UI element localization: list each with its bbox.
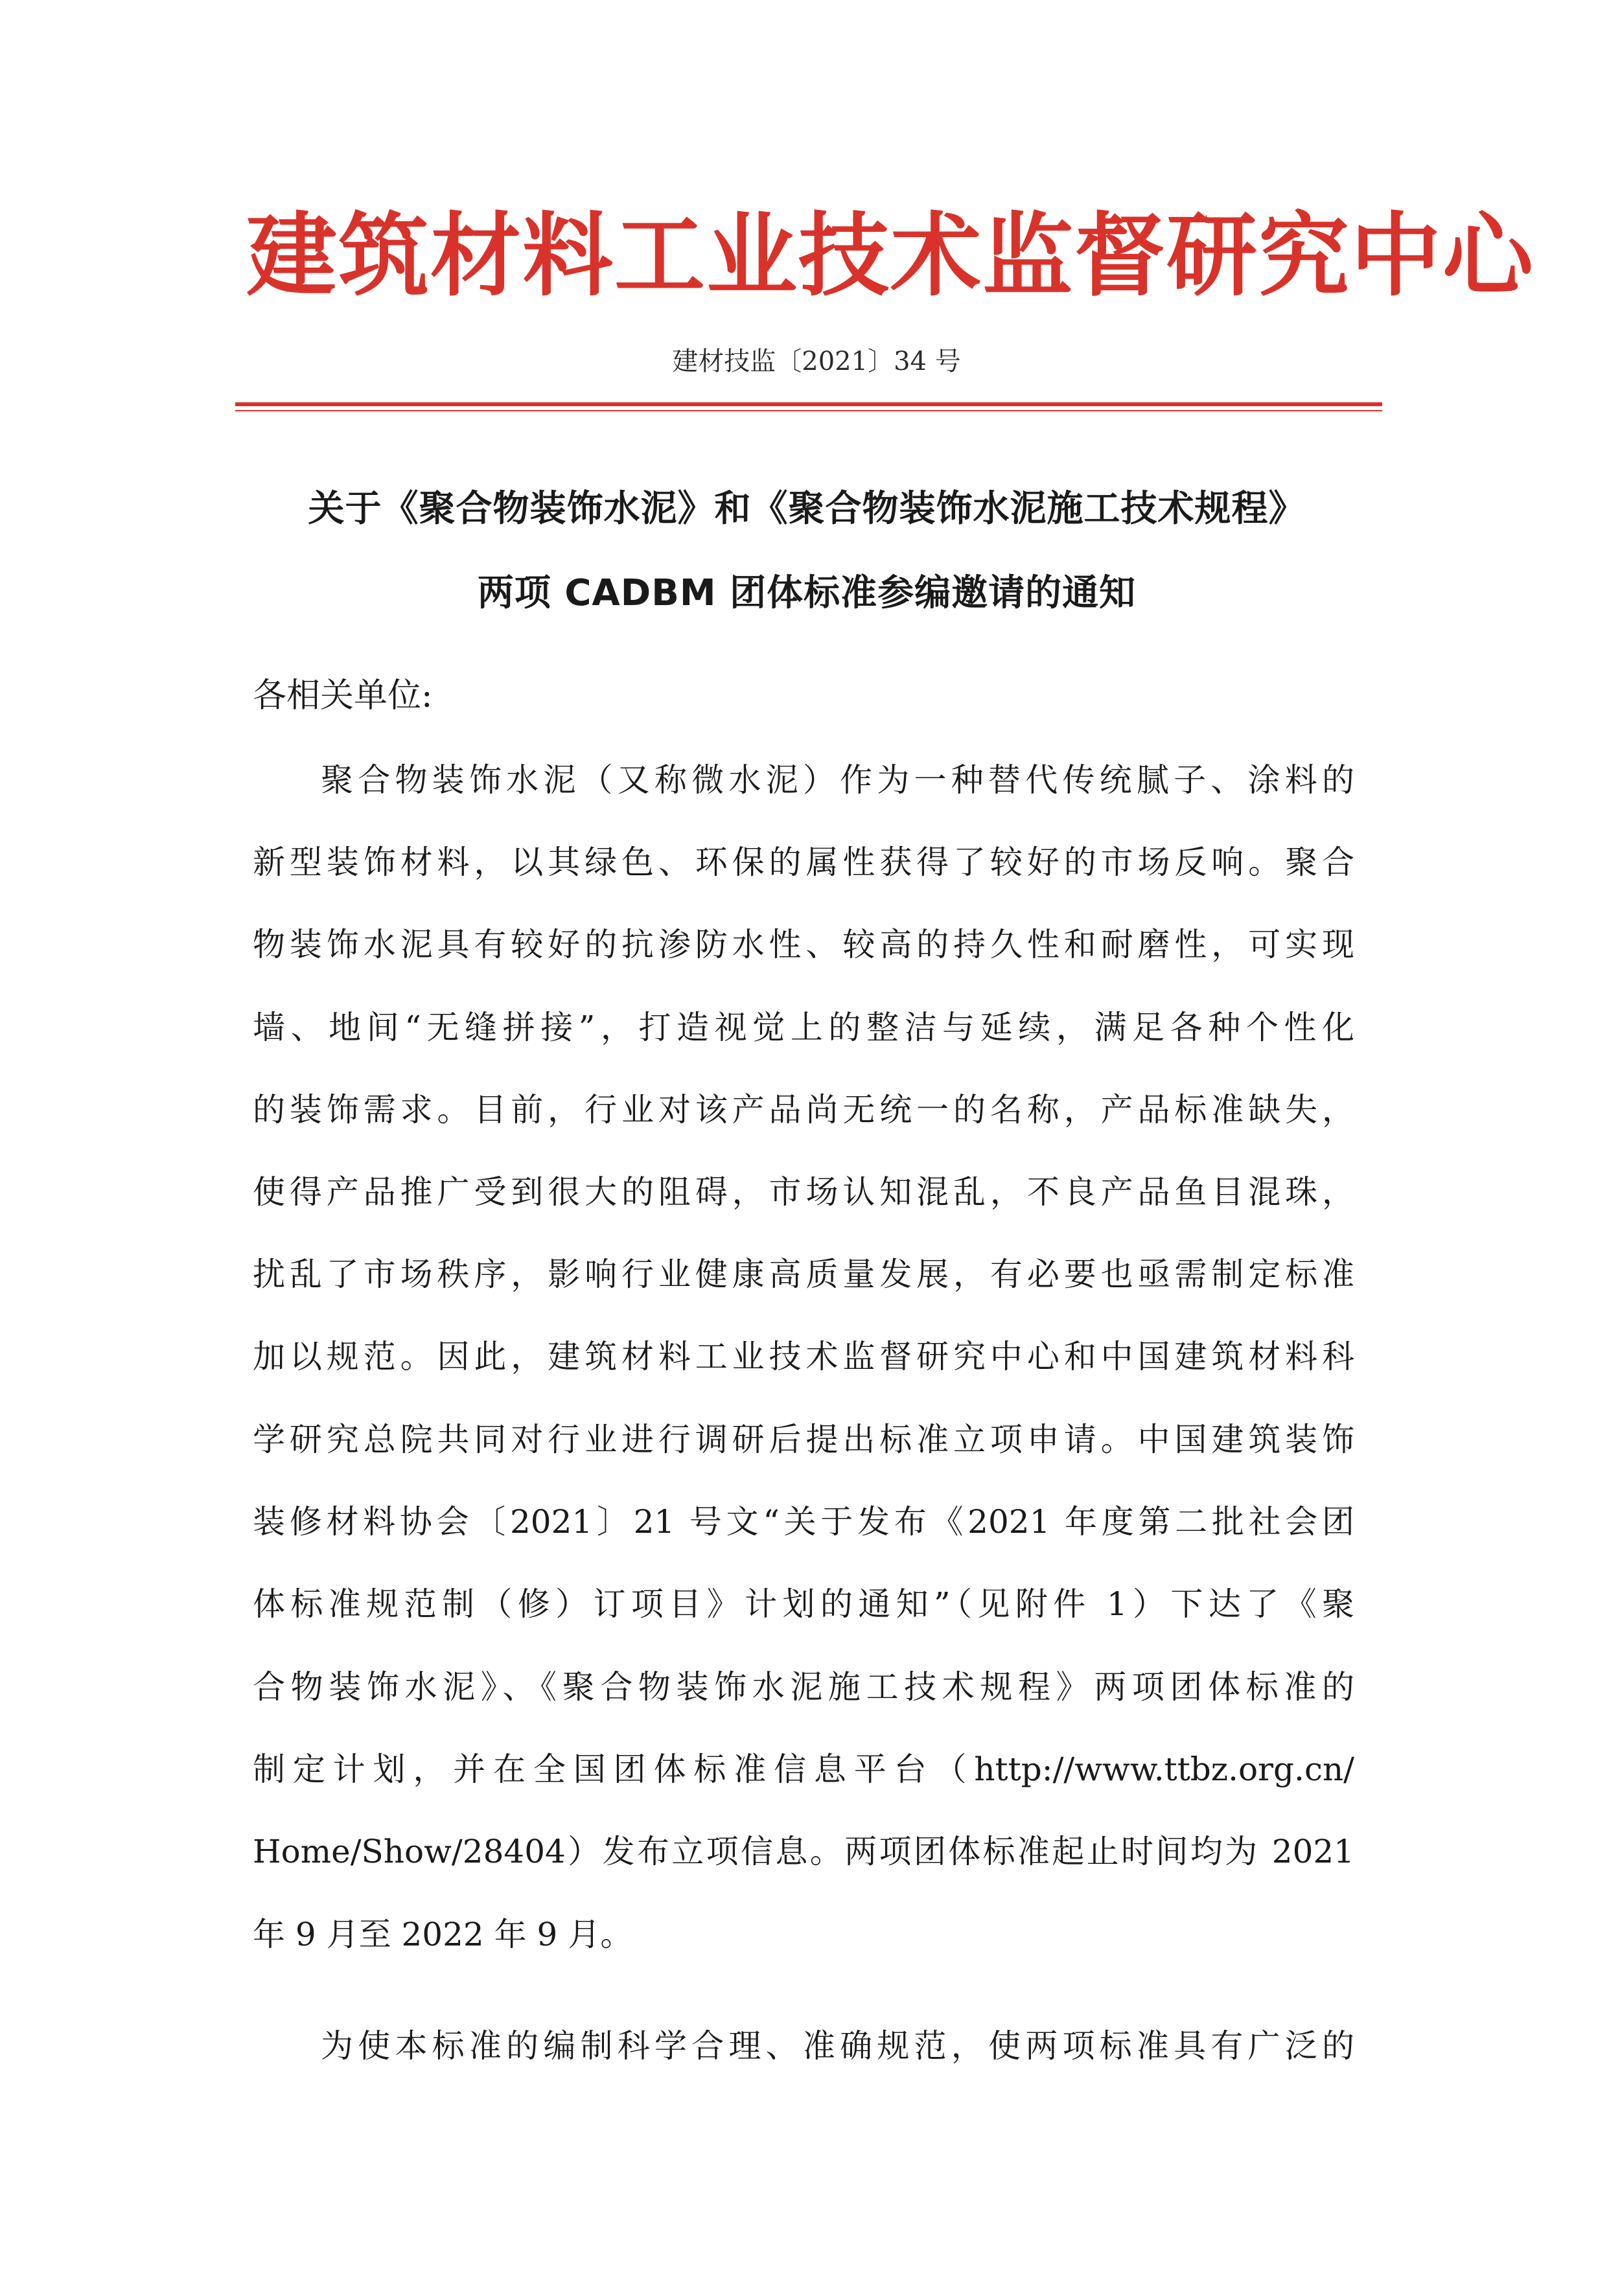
body-line: 学研究总院共同对行业进行调研后提出标准立项申请。中国建筑装饰 xyxy=(253,1421,1354,1458)
body-line: 为使本标准的编制科学合理、准确规范，使两项标准具有广泛的 xyxy=(321,2027,1354,2065)
letterhead-rule-thin xyxy=(235,410,1382,411)
body-line: 装修材料协会〔2021〕21 号文“关于发布《2021 年度第二批社会团 xyxy=(253,1503,1354,1541)
body-line: Home/Show/28404）发布立项信息。两项团体标准起止时间均为 2021 xyxy=(253,1833,1354,1870)
body-line: 新型装饰材料，以其绿色、环保的属性获得了较好的市场反响。聚合 xyxy=(253,844,1354,881)
letterhead-rule-thick xyxy=(235,402,1382,406)
body-line: 物装饰水泥具有较好的抗渗防水性、较高的持久性和耐磨性，可实现 xyxy=(253,926,1354,963)
body-line: 合物装饰水泥》、《聚合物装饰水泥施工技术规程》两项团体标准的 xyxy=(253,1668,1354,1706)
document-number: 建材技监〔2021〕34 号 xyxy=(672,347,961,376)
body-line: 扰乱了市场秩序，影响行业健康高质量发展，有必要也亟需制定标准 xyxy=(253,1256,1354,1293)
body-line: 聚合物装饰水泥（又称微水泥）作为一种替代传统腻子、涂料的 xyxy=(321,761,1354,799)
body-line: 的装饰需求。目前，行业对该产品尚无统一的名称，产品标准缺失， xyxy=(253,1091,1354,1129)
notice-title-line-2: 两项 CADBM 团体标准参编邀请的通知 xyxy=(477,572,1137,614)
body-line: 使得产品推广受到很大的阻碍，市场认知混乱，不良产品鱼目混珠， xyxy=(253,1173,1354,1211)
org-letterhead-title: 建筑材料工业技术监督研究中心 xyxy=(246,203,1535,309)
body-line: 加以规范。因此，建筑材料工业技术监督研究中心和中国建筑材料科 xyxy=(253,1338,1354,1375)
body-line: 墙、地间“无缝拼接”，打造视觉上的整洁与延续，满足各种个性化 xyxy=(253,1009,1354,1046)
body-line: 年 9 月至 2022 年 9 月。 xyxy=(253,1916,633,1953)
notice-title-line-1: 关于《聚合物装饰水泥》和《聚合物装饰水泥施工技术规程》 xyxy=(308,488,1306,530)
salutation: 各相关单位: xyxy=(253,676,433,715)
body-line: 制定计划，并在全国团体标准信息平台（http://www.ttbz.org.cn/ xyxy=(253,1751,1354,1788)
body-line: 体标准规范制（修）订项目》计划的通知”（见附件 1）下达了《聚 xyxy=(253,1585,1354,1623)
